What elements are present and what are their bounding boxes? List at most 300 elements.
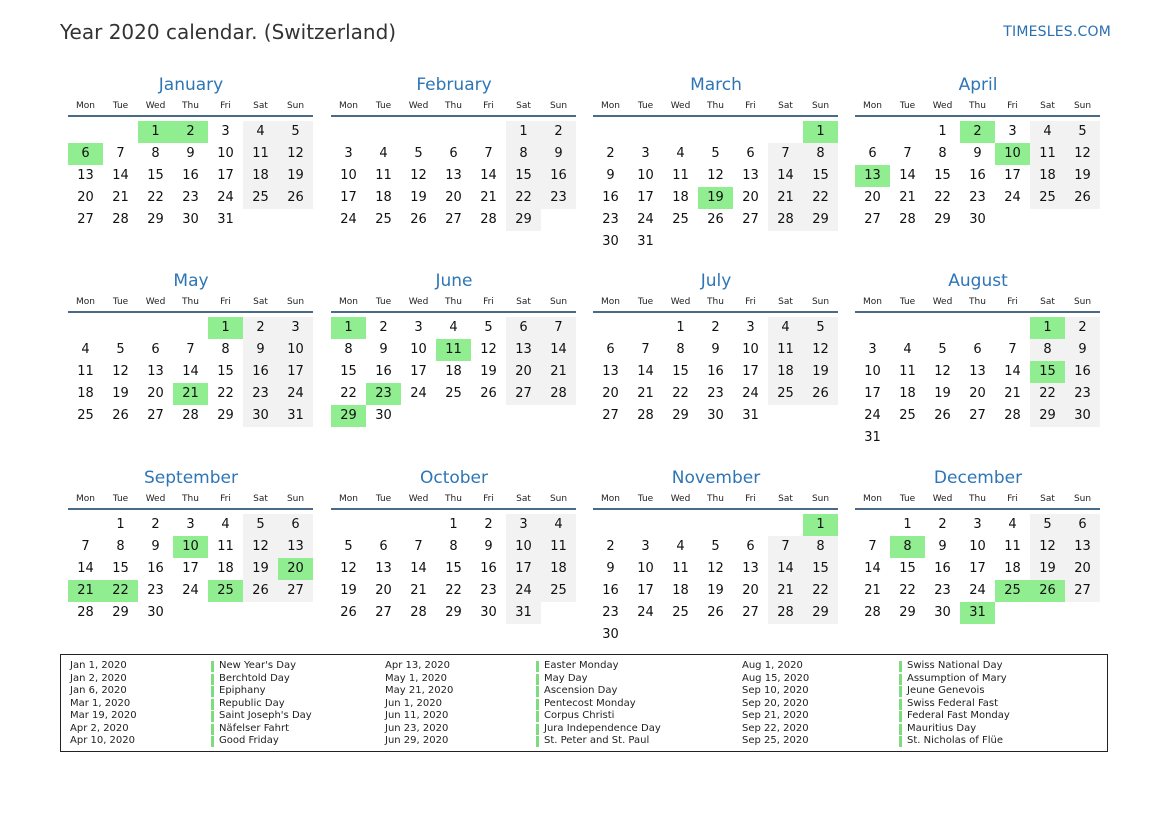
day-cell: 20 [506, 361, 541, 383]
day-cell: 26 [112, 408, 129, 423]
day-cell: 4 [81, 342, 90, 357]
holiday-name: Mauritius Day [907, 722, 977, 734]
day-cell: 7 [186, 342, 195, 357]
weekday-label: Mon [601, 101, 620, 111]
day-cell: 10 [506, 536, 541, 558]
day-cell: 7 [414, 539, 423, 554]
weekday-label: Sat [778, 297, 793, 307]
day-cell: 14 [77, 561, 94, 576]
day-cell: 16 [243, 361, 278, 383]
site-link[interactable]: TIMESLES.COM [1003, 24, 1111, 40]
day-cell: 17 [637, 583, 654, 598]
holiday-day-cell: 31 [960, 602, 995, 624]
month-header-rule [68, 311, 313, 313]
day-cell: 21 [768, 580, 803, 602]
holiday-date: Apr 2, 2020 [70, 722, 129, 734]
month-header-rule [331, 311, 576, 313]
day-cell: 9 [379, 342, 388, 357]
day-cell: 21 [410, 583, 427, 598]
day-cell: 29 [672, 408, 689, 423]
day-cell: 2 [1065, 317, 1100, 339]
day-cell: 22 [340, 386, 357, 401]
day-cell: 31 [742, 408, 759, 423]
weekday-label: Thu [445, 494, 462, 504]
day-cell: 6 [506, 317, 541, 339]
weekday-label: Sat [778, 101, 793, 111]
day-cell: 30 [969, 212, 986, 227]
day-cell: 29 [803, 602, 838, 624]
weekday-label: Sat [1040, 101, 1055, 111]
day-cell: 22 [803, 187, 838, 209]
day-cell: 14 [410, 561, 427, 576]
day-cell: 15 [803, 558, 838, 580]
day-cell: 11 [541, 536, 576, 558]
holiday-name: Pentecost Monday [544, 697, 636, 709]
holiday-name: New Year's Day [219, 660, 297, 671]
day-cell: 1 [903, 517, 912, 532]
day-cell: 24 [506, 580, 541, 602]
holiday-date: Jan 1, 2020 [70, 660, 127, 671]
holiday-name: Swiss Federal Fast [907, 697, 999, 709]
day-cell: 9 [186, 146, 195, 161]
day-cell: 29 [899, 605, 916, 620]
weekday-label: Mon [863, 494, 882, 504]
weekday-label: Sun [1073, 297, 1092, 307]
day-cell: 12 [278, 143, 313, 165]
day-cell: 24 [742, 386, 759, 401]
day-cell: 29 [112, 605, 129, 620]
day-cell: 24 [637, 605, 654, 620]
day-cell: 7 [641, 342, 650, 357]
weekday-label: Wed [670, 494, 691, 504]
holiday-name: Republic Day [219, 697, 285, 709]
day-cell: 8 [1030, 339, 1065, 361]
weekday-label: Fri [483, 101, 494, 111]
weekday-label: Sat [516, 297, 531, 307]
holiday-marker [899, 686, 902, 697]
holiday-name: St. Nicholas of Flüe [907, 735, 1003, 746]
day-cell: 23 [480, 583, 497, 598]
day-cell: 18 [672, 583, 689, 598]
day-cell: 28 [1004, 408, 1021, 423]
day-cell: 13 [742, 168, 759, 183]
day-cell: 22 [803, 580, 838, 602]
day-cell: 8 [803, 143, 838, 165]
month-title: November [671, 468, 761, 488]
day-cell: 22 [217, 386, 234, 401]
holiday-date: Sep 25, 2020 [742, 735, 809, 746]
day-cell: 2 [541, 121, 576, 143]
day-cell: 22 [506, 187, 541, 209]
holiday-name: Assumption of Mary [907, 672, 1007, 684]
weekday-label: Tue [637, 297, 654, 307]
holiday-name: Federal Fast Monday [907, 710, 1010, 721]
holiday-marker [211, 674, 214, 685]
day-cell: 27 [602, 408, 619, 423]
day-cell: 4 [676, 539, 685, 554]
day-cell: 7 [541, 317, 576, 339]
day-cell: 13 [602, 364, 619, 379]
day-cell: 18 [1004, 561, 1021, 576]
holiday-marker [899, 724, 902, 735]
holiday-marker [899, 711, 902, 722]
day-cell: 20 [969, 386, 986, 401]
month-march [593, 74, 839, 254]
day-cell: 28 [182, 408, 199, 423]
weekday-label: Wed [932, 494, 953, 504]
day-cell: 9 [711, 342, 720, 357]
holiday-date: Sep 22, 2020 [742, 722, 809, 734]
weekday-label: Sat [253, 101, 268, 111]
day-cell: 22 [934, 190, 951, 205]
day-cell: 14 [637, 364, 654, 379]
day-cell: 19 [410, 190, 427, 205]
day-cell: 20 [77, 190, 94, 205]
weekday-label: Wed [932, 101, 953, 111]
day-cell: 12 [243, 536, 278, 558]
month-header-rule [68, 115, 313, 117]
weekday-label: Wed [408, 297, 429, 307]
weekday-label: Sun [286, 101, 305, 111]
day-cell: 25 [541, 580, 576, 602]
day-cell: 9 [1065, 339, 1100, 361]
day-cell: 5 [243, 514, 278, 536]
day-cell: 20 [742, 190, 759, 205]
day-cell: 13 [147, 364, 164, 379]
day-cell: 5 [116, 342, 125, 357]
weekday-label: Thu [707, 101, 724, 111]
day-cell: 6 [868, 146, 877, 161]
day-cell: 2 [379, 320, 388, 335]
month-header-rule [331, 115, 576, 117]
day-cell: 11 [768, 339, 803, 361]
day-cell: 19 [340, 583, 357, 598]
day-cell: 3 [641, 539, 650, 554]
month-april [855, 74, 1101, 254]
day-cell: 27 [1065, 580, 1100, 602]
day-cell: 8 [116, 539, 125, 554]
day-cell: 21 [899, 190, 916, 205]
weekday-label: Wed [932, 297, 953, 307]
day-cell: 7 [768, 536, 803, 558]
day-cell: 9 [606, 561, 615, 576]
weekday-label: Sun [811, 297, 830, 307]
weekday-label: Mon [76, 101, 95, 111]
day-cell: 18 [1030, 165, 1065, 187]
month-august [855, 270, 1101, 450]
holiday-date: Aug 1, 2020 [742, 660, 803, 671]
weekday-label: Sat [516, 494, 531, 504]
day-cell: 30 [243, 405, 278, 427]
weekday-label: Tue [637, 101, 654, 111]
day-cell: 4 [676, 146, 685, 161]
day-cell: 6 [449, 146, 458, 161]
day-cell: 20 [445, 190, 462, 205]
day-cell: 19 [112, 386, 129, 401]
weekday-label: Thu [445, 101, 462, 111]
holiday-day-cell: 1 [208, 317, 243, 339]
day-cell: 11 [672, 561, 689, 576]
day-cell: 19 [934, 386, 951, 401]
day-cell: 4 [449, 320, 458, 335]
holiday-marker [536, 711, 539, 722]
day-cell: 13 [1065, 536, 1100, 558]
weekday-label: Wed [145, 297, 166, 307]
weekday-label: Mon [339, 101, 358, 111]
day-cell: 17 [182, 561, 199, 576]
holiday-name: Jura Independence Day [544, 722, 661, 734]
day-cell: 20 [864, 190, 881, 205]
day-cell: 28 [480, 212, 497, 227]
day-cell: 16 [969, 168, 986, 183]
day-cell: 10 [410, 342, 427, 357]
day-cell: 16 [480, 561, 497, 576]
day-cell: 10 [969, 539, 986, 554]
day-cell: 25 [77, 408, 94, 423]
day-cell: 12 [934, 364, 951, 379]
holiday-day-cell: 23 [366, 383, 401, 405]
day-cell: 3 [414, 320, 423, 335]
weekday-label: Sun [549, 101, 568, 111]
day-cell: 14 [768, 558, 803, 580]
weekday-label: Fri [745, 494, 756, 504]
day-cell: 5 [803, 317, 838, 339]
day-cell: 15 [803, 165, 838, 187]
day-cell: 14 [768, 165, 803, 187]
month-october [331, 467, 577, 647]
weekday-label: Sat [253, 297, 268, 307]
month-header-rule [331, 508, 576, 510]
holiday-name: Berchtold Day [219, 672, 290, 684]
month-title: October [419, 468, 489, 488]
weekday-label: Mon [863, 101, 882, 111]
holiday-name: Epiphany [219, 685, 266, 696]
day-cell: 30 [182, 212, 199, 227]
weekday-label: Thu [969, 101, 986, 111]
day-cell: 24 [217, 190, 234, 205]
weekday-label: Fri [1007, 494, 1018, 504]
holiday-day-cell: 8 [890, 536, 925, 558]
day-cell: 12 [410, 168, 427, 183]
day-cell: 19 [243, 558, 278, 580]
day-cell: 14 [899, 168, 916, 183]
holiday-marker [536, 699, 539, 710]
weekday-label: Thu [445, 297, 462, 307]
month-june [331, 270, 577, 450]
day-cell: 2 [606, 146, 615, 161]
day-cell: 4 [243, 121, 278, 143]
day-cell: 10 [864, 364, 881, 379]
day-cell: 21 [112, 190, 129, 205]
month-header-rule [593, 311, 838, 313]
holiday-name: Saint Joseph's Day [219, 710, 312, 721]
holiday-day-cell: 1 [1030, 317, 1065, 339]
day-cell: 18 [77, 386, 94, 401]
weekday-label: Wed [145, 494, 166, 504]
day-cell: 28 [637, 408, 654, 423]
holiday-marker [536, 661, 539, 672]
month-header-rule [68, 508, 313, 510]
day-cell: 29 [147, 212, 164, 227]
holiday-day-cell: 25 [208, 580, 243, 602]
day-cell: 24 [278, 383, 313, 405]
day-cell: 3 [506, 514, 541, 536]
day-cell: 11 [899, 364, 916, 379]
day-cell: 23 [147, 583, 164, 598]
weekday-label: Fri [745, 297, 756, 307]
day-cell: 31 [506, 602, 541, 624]
holiday-day-cell: 2 [960, 121, 995, 143]
day-cell: 21 [864, 583, 881, 598]
weekday-label: Mon [76, 494, 95, 504]
day-cell: 11 [1004, 539, 1021, 554]
weekday-label: Tue [637, 494, 654, 504]
holiday-marker [536, 736, 539, 747]
day-cell: 17 [1004, 168, 1021, 183]
holiday-day-cell: 1 [331, 317, 366, 339]
holiday-date: Sep 21, 2020 [742, 710, 809, 721]
day-cell: 3 [746, 320, 755, 335]
day-cell: 27 [375, 605, 392, 620]
holiday-date: Mar 19, 2020 [70, 710, 137, 721]
weekday-label: Mon [339, 297, 358, 307]
holiday-name: May Day [544, 672, 588, 684]
day-cell: 6 [746, 146, 755, 161]
day-cell: 6 [1065, 514, 1100, 536]
day-cell: 12 [1065, 143, 1100, 165]
day-cell: 16 [375, 364, 392, 379]
day-cell: 29 [1030, 405, 1065, 427]
weekday-label: Mon [76, 297, 95, 307]
month-september [68, 467, 314, 647]
day-cell: 4 [903, 342, 912, 357]
day-cell: 26 [1065, 187, 1100, 209]
day-cell: 28 [77, 605, 94, 620]
day-cell: 1 [676, 320, 685, 335]
weekday-label: Thu [707, 494, 724, 504]
holiday-date: Jan 6, 2020 [70, 685, 127, 696]
day-cell: 13 [278, 536, 313, 558]
holiday-date: Aug 15, 2020 [742, 672, 810, 684]
day-cell: 21 [637, 386, 654, 401]
day-cell: 22 [672, 386, 689, 401]
day-cell: 7 [1008, 342, 1017, 357]
day-cell: 27 [147, 408, 164, 423]
day-cell: 28 [112, 212, 129, 227]
day-cell: 17 [340, 190, 357, 205]
day-cell: 8 [221, 342, 230, 357]
day-cell: 30 [480, 605, 497, 620]
day-cell: 21 [480, 190, 497, 205]
day-cell: 12 [480, 342, 497, 357]
weekday-label: Sun [549, 297, 568, 307]
day-cell: 17 [278, 361, 313, 383]
holiday-date: Sep 20, 2020 [742, 697, 809, 709]
day-cell: 10 [340, 168, 357, 183]
holiday-name: Ascension Day [544, 685, 618, 696]
day-cell: 15 [445, 561, 462, 576]
weekday-label: Sun [1073, 101, 1092, 111]
weekday-label: Tue [375, 297, 392, 307]
holiday-marker [899, 661, 902, 672]
day-cell: 19 [480, 364, 497, 379]
weekday-label: Thu [969, 297, 986, 307]
day-cell: 21 [768, 187, 803, 209]
day-cell: 5 [484, 320, 493, 335]
holiday-date: Jun 23, 2020 [385, 722, 449, 734]
day-cell: 31 [278, 405, 313, 427]
day-cell: 17 [506, 558, 541, 580]
month-title: January [158, 75, 224, 95]
weekday-label: Fri [220, 494, 231, 504]
weekday-label: Fri [1007, 297, 1018, 307]
holiday-day-cell: 6 [68, 143, 103, 165]
holiday-name: Näfelser Fahrt [219, 722, 290, 734]
day-cell: 8 [676, 342, 685, 357]
holiday-day-cell: 19 [698, 187, 733, 209]
day-cell: 14 [182, 364, 199, 379]
holiday-day-cell: 20 [278, 558, 313, 580]
month-header-rule [593, 508, 838, 510]
holiday-day-cell: 1 [138, 121, 173, 143]
holiday-marker [536, 724, 539, 735]
weekday-label: Sat [253, 494, 268, 504]
weekday-label: Thu [707, 297, 724, 307]
day-cell: 24 [340, 212, 357, 227]
day-cell: 24 [864, 408, 881, 423]
day-cell: 23 [1065, 383, 1100, 405]
day-cell: 17 [742, 364, 759, 379]
holiday-date: Apr 10, 2020 [70, 735, 136, 746]
weekday-label: Thu [182, 494, 199, 504]
day-cell: 18 [768, 361, 803, 383]
day-cell: 7 [484, 146, 493, 161]
weekday-label: Tue [375, 494, 392, 504]
weekday-label: Sun [549, 494, 568, 504]
weekday-label: Sun [286, 494, 305, 504]
holiday-marker [211, 724, 214, 735]
holiday-day-cell: 10 [173, 536, 208, 558]
day-cell: 11 [217, 539, 234, 554]
day-cell: 3 [221, 124, 230, 139]
weekday-label: Thu [969, 494, 986, 504]
day-cell: 1 [116, 517, 125, 532]
holiday-date: Jan 2, 2020 [70, 672, 127, 684]
day-cell: 27 [742, 212, 759, 227]
day-cell: 25 [375, 212, 392, 227]
weekday-label: Tue [112, 494, 129, 504]
month-title: March [690, 75, 742, 95]
day-cell: 5 [711, 539, 720, 554]
day-cell: 19 [278, 165, 313, 187]
day-cell: 7 [768, 143, 803, 165]
day-cell: 16 [602, 190, 619, 205]
day-cell: 10 [278, 339, 313, 361]
day-cell: 8 [449, 539, 458, 554]
day-cell: 23 [934, 583, 951, 598]
day-cell: 14 [864, 561, 881, 576]
day-cell: 24 [182, 583, 199, 598]
day-cell: 3 [1008, 124, 1017, 139]
day-cell: 13 [742, 561, 759, 576]
holiday-day-cell: 21 [173, 383, 208, 405]
holiday-marker [211, 699, 214, 710]
day-cell: 2 [606, 539, 615, 554]
day-cell: 8 [151, 146, 160, 161]
day-cell: 3 [868, 342, 877, 357]
day-cell: 23 [602, 605, 619, 620]
day-cell: 16 [707, 364, 724, 379]
